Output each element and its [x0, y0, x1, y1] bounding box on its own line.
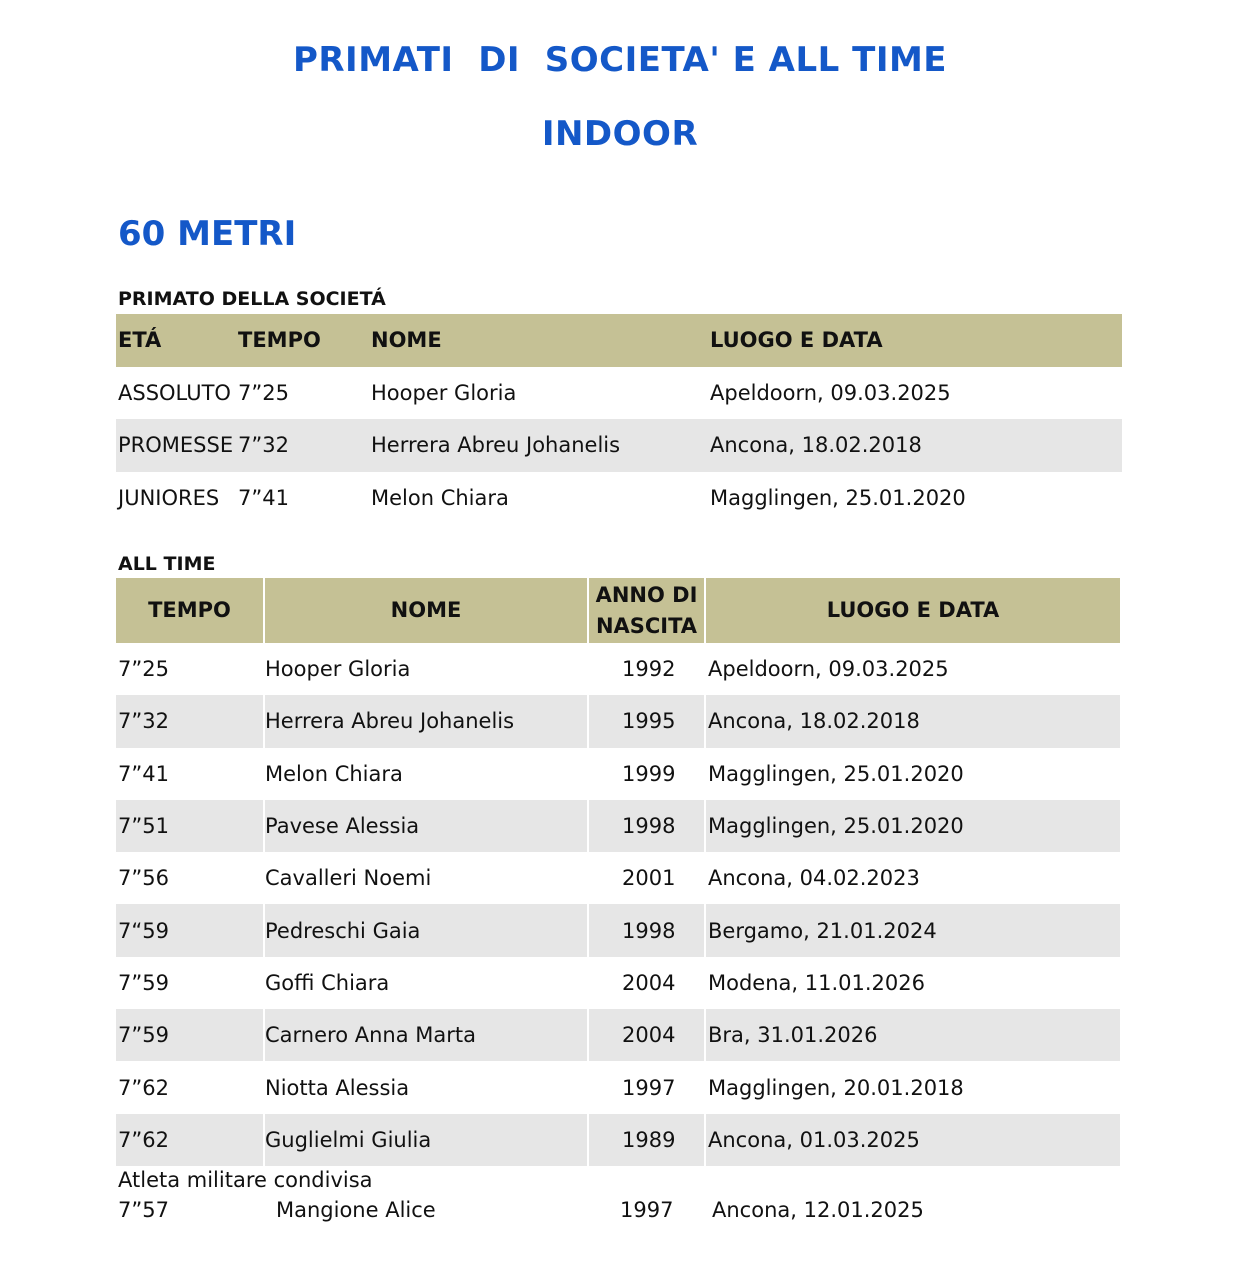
cell-tempo: 7”25 [238, 380, 289, 405]
cell-luogo: Magglingen, 25.01.2020 [708, 814, 964, 839]
primato-header-nome: NOME [371, 328, 442, 353]
note-text: Atleta militare condivisa [118, 1168, 373, 1192]
table-row [116, 800, 1120, 852]
cell-anno: 2004 [622, 1023, 676, 1048]
cell-nome: Melon Chiara [265, 761, 403, 786]
alltime-header-nome: NOME [390, 598, 462, 622]
table-row [116, 1061, 1120, 1113]
cell-tempo: 7”32 [238, 433, 289, 458]
table-row [116, 472, 1122, 525]
cell-luogo: Magglingen, 25.01.2020 [710, 485, 966, 510]
cell-tempo: 7”51 [118, 814, 169, 839]
cell-tempo: 7”32 [118, 709, 169, 734]
cell-nome: Herrera Abreu Johanelis [371, 433, 621, 458]
cell-anno: 1997 [620, 1198, 674, 1222]
alltime-header-anno: ANNO DI NASCITA [595, 582, 698, 638]
cell-tempo: 7”56 [118, 866, 169, 891]
cell-nome: Goffi Chiara [265, 970, 390, 995]
cell-nome: Pedreschi Gaia [265, 918, 421, 943]
table-row [116, 904, 1120, 956]
cell-anno: 1998 [622, 918, 676, 943]
cell-anno: 2001 [622, 866, 676, 891]
cell-luogo: Ancona, 04.02.2023 [708, 866, 920, 891]
alltime-header-luogo: LUOGO E DATA [826, 598, 1000, 622]
cell-luogo: Ancona, 18.02.2018 [710, 433, 922, 458]
cell-luogo: Ancona, 18.02.2018 [708, 709, 920, 734]
cell-nome: Mangione Alice [276, 1198, 436, 1222]
cell-nome: Niotta Alessia [265, 1075, 410, 1100]
table-row [116, 367, 1122, 420]
table-row [116, 1114, 1120, 1166]
alltime-header-row [116, 578, 1120, 643]
cell-luogo: Apeldoorn, 09.03.2025 [710, 380, 951, 405]
cell-nome: Herrera Abreu Johanelis [265, 709, 515, 734]
cell-luogo: Magglingen, 20.01.2018 [708, 1075, 964, 1100]
cell-tempo: 7”41 [118, 761, 169, 786]
alltime-body [116, 643, 1120, 1166]
cell-anno: 1997 [622, 1075, 676, 1100]
cell-tempo: 7”41 [238, 485, 289, 510]
table-row [116, 852, 1120, 904]
cell-anno: 1998 [622, 814, 676, 839]
cell-nome: Melon Chiara [371, 485, 509, 510]
table-row [116, 643, 1120, 695]
primato-label: PRIMATO DELLA SOCIETÁ [118, 288, 386, 310]
page-subtitle: INDOOR [541, 114, 699, 154]
table-row [116, 419, 1122, 472]
primato-header-row [116, 314, 1122, 367]
table-row [116, 1009, 1120, 1061]
cell-luogo: Apeldoorn, 09.03.2025 [708, 657, 949, 682]
table-row [116, 695, 1120, 747]
cell-anno: 1995 [622, 709, 676, 734]
primato-header-tempo: TEMPO [238, 328, 321, 353]
cell-tempo: 7”59 [118, 1023, 169, 1048]
cell-nome: Carnero Anna Marta [265, 1023, 476, 1048]
alltime-label: ALL TIME [118, 553, 216, 575]
primato-header-luogo: LUOGO E DATA [710, 328, 883, 353]
cell-tempo: 7”57 [118, 1198, 169, 1222]
cell-nome: Hooper Gloria [265, 657, 411, 682]
cell-eta: PROMESSE [118, 433, 234, 458]
cell-tempo: 7”62 [118, 1127, 169, 1152]
cell-tempo: 7“59 [118, 918, 169, 943]
cell-tempo: 7”25 [118, 657, 169, 682]
alltime-table [116, 578, 1120, 1166]
cell-anno: 1999 [622, 761, 676, 786]
primato-table [116, 314, 1122, 524]
cell-luogo: Bra, 31.01.2026 [708, 1023, 878, 1048]
cell-nome: Guglielmi Giulia [265, 1127, 432, 1152]
cell-anno: 1989 [622, 1127, 676, 1152]
cell-eta: ASSOLUTO [118, 380, 231, 405]
cell-luogo: Ancona, 01.03.2025 [708, 1127, 920, 1152]
cell-anno: 2004 [622, 970, 676, 995]
cell-eta: JUNIORES [118, 485, 220, 510]
section-title: 60 METRI [118, 214, 297, 254]
cell-anno: 1992 [622, 657, 676, 682]
cell-nome: Pavese Alessia [265, 814, 420, 839]
cell-luogo: Ancona, 12.01.2025 [712, 1198, 924, 1222]
cell-luogo: Modena, 11.01.2026 [708, 970, 925, 995]
table-row [116, 748, 1120, 800]
extra-row [118, 1198, 1118, 1228]
alltime-header-tempo: TEMPO [148, 598, 231, 622]
cell-tempo: 7”62 [118, 1075, 169, 1100]
primato-header-eta: ETÁ [118, 328, 162, 353]
cell-tempo: 7”59 [118, 970, 169, 995]
cell-luogo: Magglingen, 25.01.2020 [708, 761, 964, 786]
table-row [116, 957, 1120, 1009]
cell-luogo: Bergamo, 21.01.2024 [708, 918, 937, 943]
page-title: PRIMATI DI SOCIETA' E ALL TIME [292, 40, 948, 80]
cell-nome: Hooper Gloria [371, 380, 517, 405]
cell-nome: Cavalleri Noemi [265, 866, 432, 891]
